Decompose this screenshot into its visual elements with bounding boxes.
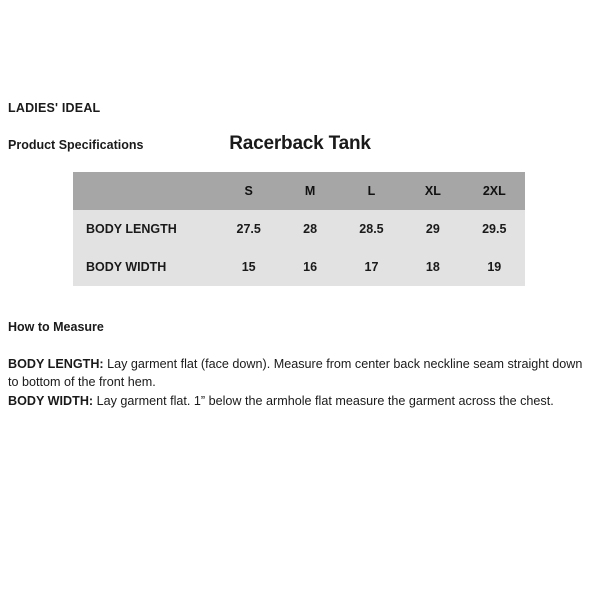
- row-label-body-width: BODY WIDTH: [86, 260, 167, 274]
- size-chart-table: [73, 172, 525, 286]
- table-row: [73, 248, 525, 286]
- how-to-measure-title: How to Measure: [8, 320, 104, 334]
- cell-body-width-xl: 18: [425, 260, 440, 274]
- cell-body-length-s: 27.5: [236, 222, 261, 236]
- instruction-term-body-length: BODY LENGTH:: [8, 357, 104, 371]
- cell-body-length-2xl: 29.5: [482, 222, 507, 236]
- product-specifications-label: Product Specifications: [8, 138, 144, 152]
- cell-body-length-m: 28: [303, 222, 318, 236]
- cell-body-length-l: 28.5: [359, 222, 384, 236]
- spec-header-row: [8, 133, 592, 159]
- row-label-body-length: BODY LENGTH: [86, 222, 177, 236]
- column-header-blank: [73, 172, 218, 210]
- instruction-body-length: [8, 355, 594, 391]
- cell-body-length-xl: 29: [425, 222, 440, 236]
- column-header-s: S: [244, 184, 253, 198]
- column-header-2xl: 2XL: [482, 184, 506, 198]
- table-header-row: [73, 172, 525, 210]
- cell-body-width-l: 17: [364, 260, 379, 274]
- how-to-measure-instructions: [8, 355, 594, 411]
- instruction-text-body-width: Lay garment flat. 1” below the armhole flat measure the garment across the chest.: [93, 394, 554, 408]
- table-row: [73, 210, 525, 248]
- column-header-xl: XL: [424, 184, 441, 198]
- column-header-m: M: [304, 184, 316, 198]
- cell-body-width-s: 15: [241, 260, 256, 274]
- brand-name: LADIES' IDEAL: [8, 101, 101, 115]
- page-title: Racerback Tank: [229, 133, 371, 154]
- table-header: [73, 172, 525, 210]
- cell-body-width-m: 16: [303, 260, 318, 274]
- instruction-body-width: [8, 392, 594, 410]
- cell-body-width-2xl: 19: [487, 260, 502, 274]
- instruction-term-body-width: BODY WIDTH:: [8, 394, 94, 408]
- instruction-text-body-length: Lay garment flat (face down). Measure from center back neckline seam straight down to bottom of the front hem.: [8, 357, 583, 389]
- column-header-l: L: [367, 184, 376, 198]
- table-body: [73, 210, 525, 286]
